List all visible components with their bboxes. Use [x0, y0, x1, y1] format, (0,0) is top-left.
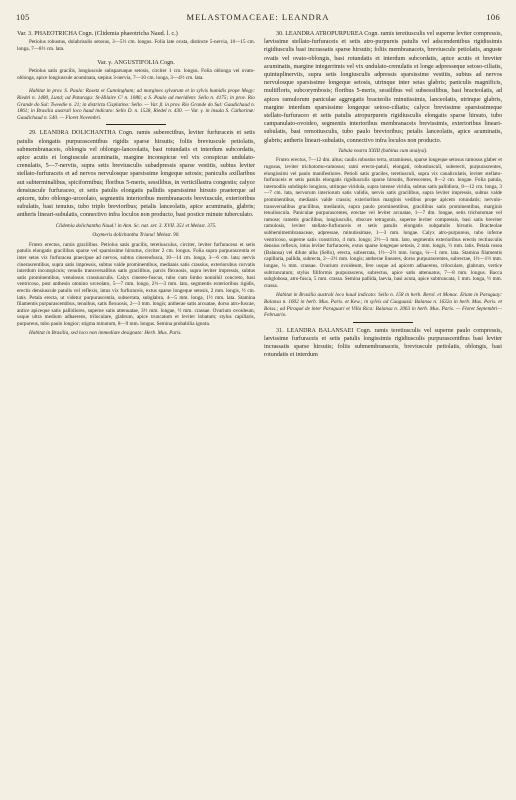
left-column [17, 30, 255, 340]
species-31-description: 31. LEANDRA BALANSAEI Cogn. ramis teretiusculis vel superne paulo compressis, lævissime furfuraceis et setis patulis longissimis rigidiusculis purpurascentibus basi leviter incrassatis sparse hirsutis; foliis submembranaceis, breviuscule petiolatis, oblongis, basi rotundatis et interdum [264, 327, 502, 359]
plate-reference: Tabula nostra XXIII (habitus cum analysi). [338, 147, 428, 154]
species-30-detailed-description: Frutex erectus, 7—12 dm. altus; caulis robustus terra, stramineus, sparse longeque setosus ramosus glaber et rugosus, leviter trichotomo-ramosus; rami erecto-patuli, elongati, robustiusculi, suberecti, purpurascentes, elongissimi vel paulo manifestiores. Petioli satis graciles, teretiusculi, supra vix canaliculatis, leviter stellato-furfuraceis et setis patulis elongatis rigidiusculis sparse hirsutis, florescentes, 8—2 cm. longae. Folia patula, internodiis subdisplo longiora, utrinque viridula, supra intense viridia, subtus satis pallidiora, 8—12 cm. longa, 3—7 cm. lata, nervorum interiorum satis validis, nervis satis gracilibus, supra leviter impressis, subtus valde prominentibus, medianis valde crassis; exterioribus marginis vedibus prope apicem rotundatis; nervulo-transversalibus gracilibus, mediantis, supra paulo prominentibus, gracilibus satis prominentibus, marginis tenuiluscula. Paniculae purpurascentes, erectae vel leviter arcuatae, 1—7 dm. longae, setis trichotomae vel ramose; rametis gracilibus, longiusculis, obscure tetragonis, superne leviter compressis, basi satis breviter ramulosis, leviter stellato-furfuraceis et setis patulis elongatis subpatulis hirsutis. Bracteolae subhemimembranaceae, adpressae, minutissimae, 1—3 mm. longae. Calyx atro-purpureus, tubo inferne ventricoso, superne satis constricto, 4 mm. longo; 2½—3 mm. lato, segmentis exterioribus erectis rectiusculis densius reflexis, intus leviter furfuraceis, extus sparse longeque setosis, 2 mm. longis, ½ mm. latis. Petala rosea (Balansa) vel dilute alba (Sello), erecta, subserrata, 1½—2½ mm. longa, ¼—1 mm. lata. Stamina filamentis capillaria, pallida, subrecta, 2—2½ mm. longis; antherae lineares, dorso purpurascentes, subrectae, 1½—1½ mm. longae, ¼ mm. crassae. Ovarium ovoideum, fere usque ad apicem adhaerens, triloculare, glabrum, vertice subtruncatum; stylus filiformis purpurascens, subrectus, apice satis attenuatus, 7—8 mm. longus. Bacca subglobosa, atro-fusca, 5 mm. crassa. Semina pallida, laevia, basi acuta, apice subtruncata, 1 mm. longa, ½ mm. crassa. [264, 157, 502, 289]
variety-3-body: Petiolus robustus, dolabrisulis setosus, 3—5½ cm. longus. Folia late ovata, distincte 5-nervia, 10—15 cm. longa, 7—8½ cm. lata. [17, 39, 255, 52]
page-number-right: 106 [486, 12, 500, 22]
variety-gamma-heading: Var. γ. ANGUSTIFOLIA Cogn. [97, 60, 175, 67]
running-title: MELASTOMACEAE: LEANDRA [186, 12, 330, 22]
variety-gamma-body: Petiolus satis gracilis, longiuscule subsparsaque setosis, circiter 1 cm. longus. Folia oblonga vel ovato-oblonga, apice longiuscule acuminata, sæpius 3-nervia, 7—10 cm. longa, 3—4½ cm. lata. [17, 68, 255, 81]
section-divider [353, 322, 413, 323]
section-divider [106, 124, 166, 125]
habitat-paragraph: Habitat in prov. S. Paulo: Rosetz et Cunningham; ad margines sylvarum et in sylvis humidis prope Mogy: Riedel n. 1480, Lund; ad Pataragu: St-Hilaire C² n. 1086; a S. Paulo ad meridiem: Sello n. 4175; in prov. Rio Grande do Sul: Tweedie n. 21; in districtu Cisplatino: Sello. — Var. β. in prov. Rio Grande do Sul: Gaudichaud n. 1861; in Brasilia australi loco haud indicato: Sello D. n. 1528, Riedel n. 430. — Var. γ. in insula S. Catharinæ: Gaudichaud n. 540. — Floret Novembri. [17, 88, 255, 121]
page-number-left: 105 [16, 12, 30, 22]
variety-3-heading: Var. 3. PHAEOTRICHA Cogn. (Clidemia phaeotricha Naud. l. c.) [17, 31, 178, 37]
species-29-detailed-description: Frutex erectus, ramis gracilibus. Petiolus satis gracilis, teretiusculus, circiter, leviter furfuraceus et setis patulis elongatis gracilibus sparse vel sparsissime hirsutus, circiter 2 cm. longus. Folia supra parpurascentia et inter setas vix furfuracea praecipue ad nervos, subtus cinereofusca, 10—14 cm. longa, 3—6 cm. lata; nervis cinerascentibus, supra satis impressis, subtus valde prominentibus, medianis satis crassius, exteriorubus curvatis interdum inconspicuis; venulis transversalibus satis gracilibus, parcis flexuosis, supra leviter impressis, subtus satis prominentibus, venulosus crassiusculis. Calyx cinereo-fuscus, tubo cum limbo nonnihil concreto, basi ventricoso, post anthesin omnino urceolato, 5—7 mm. longo, 2½—3 mm. lato, segmentis exterioribus rigidis, erectis densiuscule patulis vel reflexis, intus vix furfuraceis, extus sparse longeque setosis, 2 mm. longis, ½ cm. latis. Petala erecta, ut videtur purpurascentia, subserrata, subglabra, 4—5 mm. longa, 1½ mm. lata. Stamina filamentis purpurascentibus, tenuibus, satis flexuosis, 2—3 mm. longis; antherae satis arcuatae, dorso atro-fuscae, antice apiceque satis pallidiores, superne satis attenuatae, 3½ mm. longae, ½ mm. crassae. Ovarium ovoideum, usque ultra medium adhaerens, triloculare, glabrum, apice truncatum et leviter lobatum; stylus capillaris, purpureus, tubo paulo longior; stigma minutum, 8—9 mm. longus. Semina probabilia ignota. [17, 241, 255, 327]
right-column [264, 30, 502, 363]
species-29-habitat: Habitat in Brasilia, sed loco non immediate designato: Herb. Mus. Paris. [29, 330, 182, 337]
species-30-habitat: Habitat in Brasilia australi loco haud indicato: Sello n. 158 in herb. Berol. et Monac. Etiam in Paraguay: Balansa n. 1602 in herb. Mus. Paris. et Kew.; in sylvis ad Caaguazú: Balansa n. 1632a in herb. Mus. Paris. et Boiss.; ad Piraqué de inter Paraguari et Villa Rica: Balansa n. 2063 in herb. Mus. Paris. — Floret Septembri—Februario. [264, 292, 502, 319]
species-30-description: 30. LEANDRA ATROPURPUREA Cogn. ramis teretiusculis vel superne leviter compressis, lævissime stellato-furfuraceis et setis atro-purpureis patulis vel adscendentibus rigidissimis rigidiusculis basi incrassatis sparse hirsutis; foliis membranaceis, breviuscule petiolatis, anguste ovatis vel ovato-oblongis, basi rotundatis et interdum subcordatis, apice acutis et breviter acuminatis, margine integerrimis vel vix undulato-crenulatis et longe adpresseque setoso-ciliatis, quintuplinerviis, supra setis longiusculis adpressis sparsissime vestitis, subtus ad nervos nervulosque sparsissime longeque setosis, utrinque inter setas glabris; paniculis magnificis, multifloris, subcorymbosis; floribus 5-meris, sessilibus vel subsessilibus, basi bracteolatis, ad apices ramulorum paniculae aggregatis bracteolis minutissimis, lanceolatis, utrinque glabris, margine interdum sparsissime longeque setoso-ciliatis; calyce brevissime sparsissimeque stellato-furfuraceo et setis patulis atropurpureis rigidiusculis elongatis sparse hirsuto, tubo campanulato-ovoideo, segmentis interioribus membranaceis brevissimis, exterioribus lineari-subulatis, basi remotiusculis, tubo paulo brevioribus; petalis lanceolatis, apice acuminatis, glabris; antheris lineari-subulatis, connectivo infra loculos non producto. [264, 31, 502, 144]
page-header [16, 12, 500, 26]
synonym-oxymeris: Oxymeris dolichantha Triana! Melast. 90. [92, 232, 180, 239]
species-29-description: 29. LEANDRA DOLICHANTHA Cogn. ramis suberectibus, leviter furfuraceis et setis patulis elongatis purpurascentibus rigidis sparse hirsutis; foliis breviuscule petiolatis, submembranaceis, oblongis vel oblongo-lanceolatis, basi rotundatis et interdum subcordatis, apice acutis et longiuscule acuminatis, margine inconspicue vel vix conspicue undulato-crenulatis, 5—7-nerviis, supra setis breviusculis subadpressis sparse vestitis, subtus leviter stellato-furfuraceis et ad nervos nervulosque sparsissime longeque setosis; paniculis axillaribus aut subterminalibus, spiciformibus; floribus 5-meris, sessilibus, in verticillastra congestis; calyce densiuscule furfuraceo, et setis patulis elongatis pallidis sparsissime hirsuto praeterque ad apicem, tubo oblongo-urceolato, segmentis interioribus membranaceis breviuscule, exterioribus subulatis, basi tenuius, tubo triplo brevioribus; petalis lanceolatis, apice acuminatis, glabris; antheris lineari-subulatis, connectivo infra loculos non producto, basi postice minute tuberculato. [17, 130, 255, 219]
synonym-clidemia: Clidemia dolichantha Naud.! in Ann. Sc. nat. ser. 3. XVII. 351 et Melast. 375. [55, 222, 217, 229]
